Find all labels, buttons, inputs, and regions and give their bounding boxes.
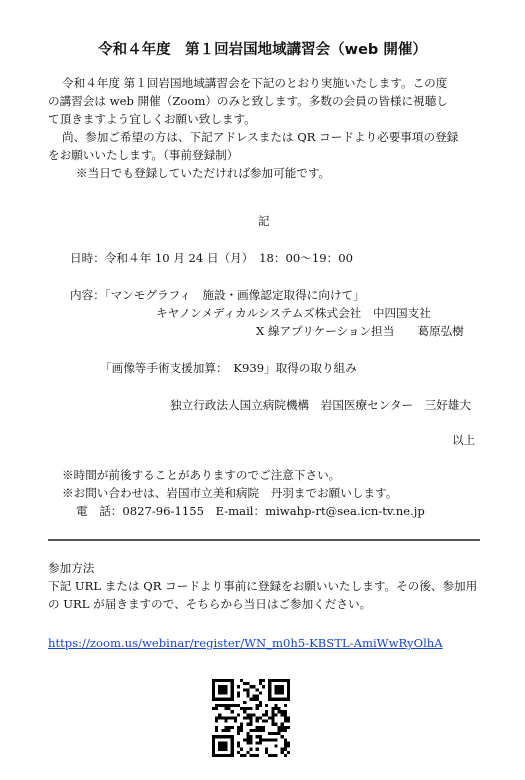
qr-code-icon[interactable] [212,679,290,757]
participation-text-2: の URL が届きますので、そちらから当日はご参加ください。 [48,597,372,611]
intro-line-2: の講習会は web 開催（Zoom）のみと致します。多数の会員の皆様に視聴し [48,94,448,108]
registration-link[interactable]: https://zoom.us/webinar/register/WN_m0h5-KBSTL-AmiWwRyOlhA [48,636,443,650]
divider [48,539,480,541]
event-datetime: 日時：令和４年 10 月 24 日（月） 18：00～19：00 [70,251,353,265]
speaker-name-1: X 線アプリケーション担当 葛原弘樹 [256,324,464,338]
content-title-1: 内容：「マンモグラフィ 施設・画像認定取得に向けて」 [70,288,365,302]
intro-line-6: ※当日でも登録していただければ参加可能です。 [76,166,331,180]
content-title-2: 「画像等手術支援加算： K939」取得の取り組み [100,361,357,375]
page-title: 令和４年度 第１回岩国地域講習会（web 開催） [98,42,427,58]
note-1: ※時間が前後することがありますのでご注意下さい。 [62,468,341,482]
ki-marker: 記 [258,214,270,228]
intro-line-3: て頂きますよう宜しくお願い致します。 [48,112,256,126]
contact-info: 電 話：0827-96-1155 E-mail：miwahp-rt@sea.icn-tv.ne.jp [76,504,425,518]
participation-heading: 参加方法 [48,561,95,575]
intro-line-5: をお願いいたします。（事前登録制） [48,148,239,162]
speaker-2: 独立行政法人国立病院機構 岩国医療センター 三好雄大 [170,398,471,412]
speaker-affiliation-1: キヤノンメディカルシステムズ株式会社 中四国支社 [156,306,431,320]
intro-line-4: 尚、参加ご希望の方は、下記アドレスまたは QR コードより必要事項の登録 [62,130,459,144]
participation-text-1: 下記 URL または QR コードより事前に登録をお願いいたします。その後、参加用 [48,579,478,593]
note-2: ※お問い合わせは、岩国市立美和病院 丹羽までお願いします。 [62,486,398,500]
ijo-marker: 以上 [452,433,476,447]
intro-line-1: 令和４年度 第１回岩国地域講習会を下記のとおり実施いたします。この度 [62,76,448,90]
